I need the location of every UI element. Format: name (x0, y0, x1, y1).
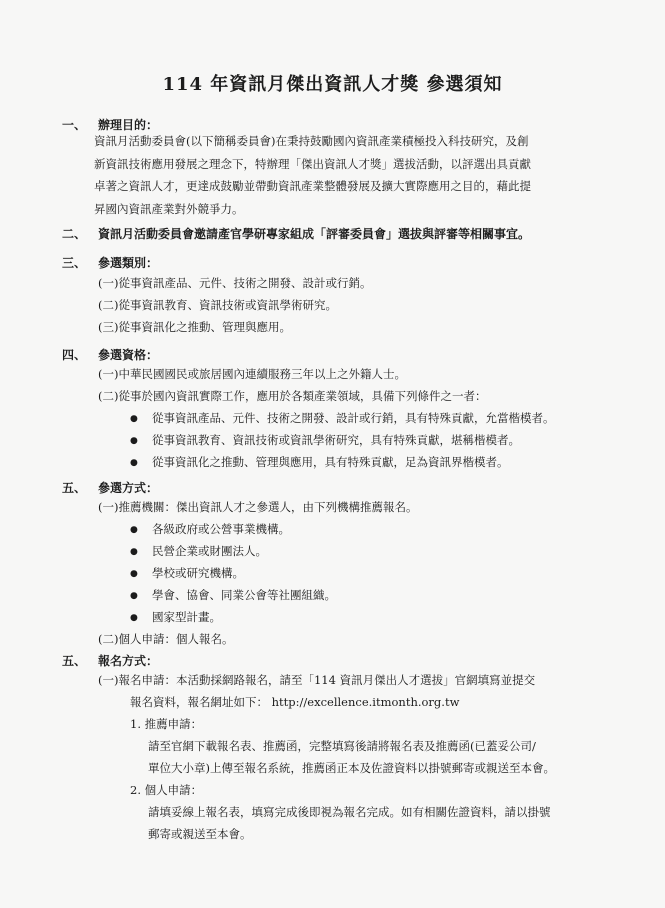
section-number: 二、 (62, 227, 87, 241)
bullet-icon: ● (130, 436, 138, 446)
bullet-text: 學校或研究機構。 (152, 566, 244, 580)
paragraph-line: 單位大小章)上傳至報名系統，推薦函正本及佐證資料以掛號郵寄或親送至本會。 (148, 761, 555, 775)
bullet-text: 從事資訊產品、元件、技術之開發、設計或行銷，具有特殊貢獻，允當楷模者。 (152, 411, 555, 425)
section-number: 五、 (62, 654, 87, 668)
list-item: (三)從事資訊化之推動、管理與應用。 (98, 320, 291, 334)
bullet-text: 從事資訊教育、資訊技術或資訊學術研究，具有特殊貢獻，堪稱楷模者。 (152, 433, 520, 447)
list-item: (二)從事資訊教育、資訊技術或資訊學術研究。 (98, 298, 337, 312)
paragraph-line: 請至官網下載報名表、推薦函，完整填寫後請將報名表及推薦函(已蓋妥公司/ (148, 739, 536, 753)
bullet-text: 學會、協會、同業公會等社團組織。 (152, 588, 336, 602)
section-number: 三、 (62, 256, 87, 270)
paragraph-line: 請填妥線上報名表，填寫完成後即視為報名完成。如有相關佐證資料，請以掛號 (148, 805, 551, 819)
paragraph-line: 資訊月活動委員會(以下簡稱委員會)在秉持鼓勵國內資訊產業積極投入科技研究，及創 (94, 134, 529, 148)
section-number: 一、 (62, 118, 87, 132)
bullet-icon: ● (130, 458, 138, 468)
bullet-item (130, 587, 336, 603)
section-title: 報名方式： (98, 654, 159, 668)
section-method-heading (62, 479, 158, 496)
list-item: (二)從事於國內資訊實際工作，應用於各類產業領域，具備下列條件之一者： (98, 389, 487, 403)
paragraph-line: 新資訊技術應用發展之理念下，特辦理「傑出資訊人才獎」選拔活動，以評選出具貢獻 (94, 156, 531, 171)
bullet-item (130, 565, 244, 581)
sub-item-label: 1. 推薦申請： (130, 717, 203, 731)
section-number: 五、 (62, 481, 87, 495)
bullet-icon: ● (130, 591, 138, 601)
bullet-text: 民營企業或財團法人。 (152, 544, 267, 558)
bullet-icon: ● (130, 525, 138, 535)
bullet-text: 各級政府或公營事業機構。 (152, 522, 290, 536)
sub-item-label: 2. 個人申請： (130, 783, 203, 797)
list-item-continuation: 報名資料，報名網址如下： http://excellence.itmonth.org.tw (130, 695, 460, 709)
section-title: 參選資格： (98, 348, 159, 362)
bullet-text: 國家型計畫。 (152, 610, 221, 624)
list-item: (一)推薦機關：傑出資訊人才之參選人，由下列機構推薦報名。 (98, 500, 418, 514)
section-registration-heading (62, 652, 158, 669)
bullet-text: 從事資訊化之推動、管理與應用，具有特殊貢獻，足為資訊界楷模者。 (152, 455, 509, 469)
page-title: 114 年資訊月傑出資訊人才獎 參選須知 (162, 74, 503, 95)
list-item: (一)中華民國國民或旅居國內連續服務三年以上之外籍人士。 (98, 367, 406, 381)
section-purpose-body (94, 130, 531, 220)
paragraph-line: 昇國內資訊產業對外競爭力。 (94, 201, 244, 216)
section-title: 資訊月活動委員會邀請產官學研專家組成「評審委員會」選拔與評審等相關事宜。 (98, 227, 531, 241)
section-title: 辦理目的： (98, 118, 159, 132)
list-item: (一)報名申請：本活動採網路報名，請至「114 資訊月傑出人才選拔」官網填寫並提交 (98, 673, 536, 687)
bullet-item (130, 432, 520, 448)
bullet-item (130, 543, 267, 559)
bullet-item (130, 609, 221, 625)
section-title: 參選方式： (98, 481, 159, 495)
section-eligibility-heading (62, 346, 158, 363)
bullet-icon: ● (130, 613, 138, 623)
section-category-heading (62, 254, 158, 271)
paragraph-line: 卓著之資訊人才，更達成鼓勵並帶動資訊產業整體發展及擴大實際應用之目的，藉此提 (94, 179, 531, 193)
bullet-icon: ● (130, 569, 138, 579)
section-number: 四、 (62, 348, 87, 362)
section-title: 參選類別： (98, 256, 159, 270)
paragraph-line: 郵寄或親送至本會。 (148, 827, 252, 841)
bullet-icon: ● (130, 414, 138, 424)
bullet-item (130, 410, 555, 426)
bullet-item (130, 521, 290, 537)
section-committee-heading (62, 225, 530, 242)
bullet-icon: ● (130, 547, 138, 557)
list-item: (二)個人申請：個人報名。 (98, 632, 234, 646)
bullet-item (130, 454, 509, 470)
list-item: (一)從事資訊產品、元件、技術之開發、設計或行銷。 (98, 276, 372, 290)
